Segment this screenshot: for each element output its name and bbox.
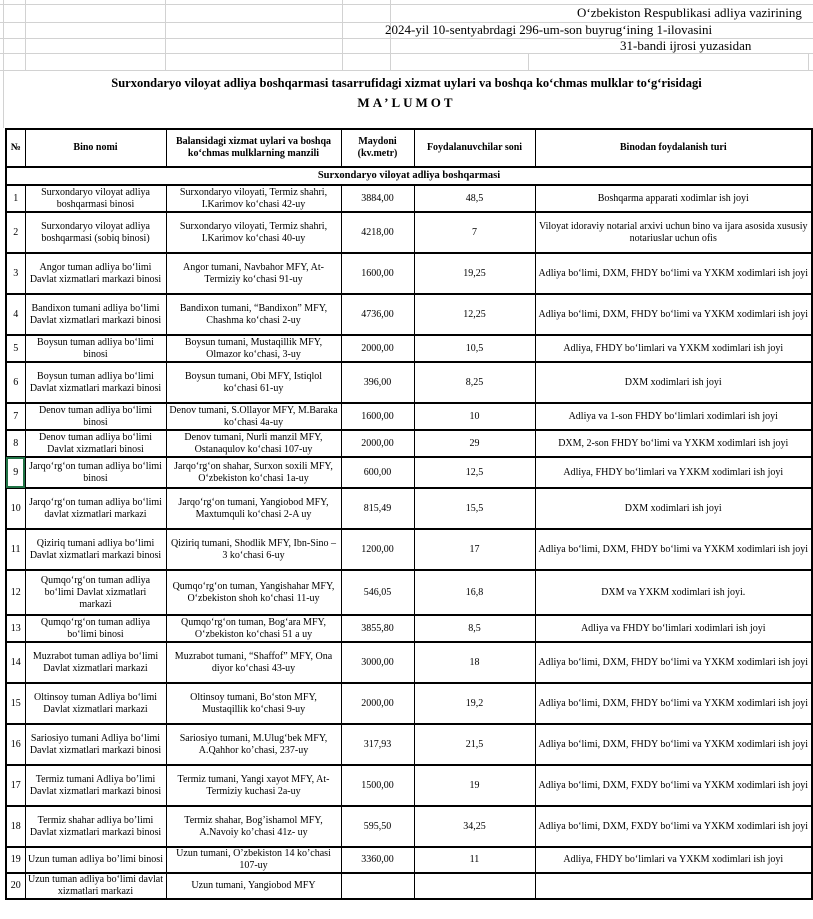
address-cell[interactable]: Surxondaryo viloyati, Termiz shahri, I.Karimov ko‘chasi 40-uy	[166, 212, 341, 253]
building-name-cell[interactable]: Muzrabot tuman adliya bo‘limi Davlat xizmatlari markazi	[25, 642, 166, 683]
table-row	[6, 847, 812, 873]
address-cell[interactable]: Angor tumani, Navbahor MFY, At-Termiziy ko‘chasi 91-uy	[166, 253, 341, 294]
section-title[interactable]: Surxondaryo viloyat adliya boshqarmasi	[6, 167, 812, 185]
row-number-cell[interactable]: 18	[6, 806, 25, 847]
usage-type-cell[interactable]: Adliya bo‘limi, DXM, FHDY bo‘limi va YXKM xodimlari ish joyi	[535, 724, 812, 765]
users-count-cell[interactable]: 19,25	[414, 253, 535, 294]
users-count-cell[interactable]: 19,2	[414, 683, 535, 724]
usage-type-cell[interactable]: Adliya va FHDY bo‘limlari xodimlari ish joyi	[535, 615, 812, 642]
area-cell[interactable]: 3884,00	[341, 185, 414, 212]
users-count-cell[interactable]: 10	[414, 403, 535, 430]
users-count-cell[interactable]: 15,5	[414, 488, 535, 529]
area-cell[interactable]: 815,49	[341, 488, 414, 529]
row-number-cell[interactable]: 13	[6, 615, 25, 642]
building-name-cell[interactable]: Surxondaryo viloyat adliya boshqarmasi binosi	[25, 185, 166, 212]
gridline	[0, 70, 813, 71]
row-number-cell[interactable]: 4	[6, 294, 25, 335]
row-number-cell[interactable]: 7	[6, 403, 25, 430]
users-count-cell[interactable]: 34,25	[414, 806, 535, 847]
users-count-cell[interactable]	[414, 873, 535, 899]
address-cell[interactable]: Oltinsoy tumani, Bo‘ston MFY, Mustaqillik ko‘chasi 9-uy	[166, 683, 341, 724]
table-row	[6, 873, 812, 899]
row-number-cell[interactable]: 6	[6, 362, 25, 403]
row-number-cell[interactable]: 20	[6, 873, 25, 899]
row-number-cell[interactable]: 5	[6, 335, 25, 362]
address-cell[interactable]: Qumqo‘rg‘on tuman, Yangishahar MFY, O‘zbekiston shoh ko‘chasi 11-uy	[166, 570, 341, 615]
users-count-cell[interactable]: 29	[414, 430, 535, 457]
row-number-cell[interactable]: 17	[6, 765, 25, 806]
area-cell[interactable]: 3360,00	[341, 847, 414, 873]
address-cell[interactable]: Uzun tumani, Yangiobod MFY	[166, 873, 341, 899]
row-number-cell[interactable]: 15	[6, 683, 25, 724]
area-cell[interactable]: 2000,00	[341, 335, 414, 362]
usage-type-cell[interactable]	[535, 873, 812, 899]
table-body	[6, 185, 812, 899]
address-cell[interactable]: Uzun tumani, O’zbekiston 14 ko’chasi 107-uy	[166, 847, 341, 873]
row-number-cell[interactable]: 8	[6, 430, 25, 457]
usage-type-cell[interactable]: Adliya bo‘limi, DXM, FHDY bo‘limi va YXKM xodimlari ish joyi	[535, 642, 812, 683]
usage-type-cell[interactable]: Adliya bo‘limi, DXM, FHDY bo‘limi va YXKM xodimlari ish joyi	[535, 683, 812, 724]
usage-type-cell[interactable]: Adliya va 1-son FHDY bo‘limlari xodimlari ish joyi	[535, 403, 812, 430]
usage-type-cell[interactable]: Adliya, FHDY bo‘limlari va YXKM xodimlari ish joyi	[535, 457, 812, 488]
address-cell[interactable]: Surxondaryo viloyati, Termiz shahri, I.Karimov ko‘chasi 42-uy	[166, 185, 341, 212]
building-name-cell[interactable]: Termiz tumani Adliya bo’limi Davlat xizmatlari markazi binosi	[25, 765, 166, 806]
row-number-cell[interactable]: 19	[6, 847, 25, 873]
table-row	[6, 253, 812, 294]
users-count-cell[interactable]: 18	[414, 642, 535, 683]
usage-type-cell[interactable]: DXM va YXKM xodimlari ish joyi.	[535, 570, 812, 615]
column-header-area[interactable]: Maydoni (kv.metr)	[341, 129, 414, 167]
building-name-cell[interactable]: Angor tuman adliya bo‘limi Davlat xizmatlari markazi binosi	[25, 253, 166, 294]
usage-type-cell[interactable]: Adliya bo‘limi, DXM, FHDY bo‘limi va YXKM xodimlari ish joyi	[535, 294, 812, 335]
users-count-cell[interactable]: 19	[414, 765, 535, 806]
table-row	[6, 724, 812, 765]
address-cell[interactable]: Termiz shahar, Bog’ishamol MFY, A.Navoiy ko’chasi 41z- uy	[166, 806, 341, 847]
column-header-number[interactable]: №	[6, 129, 25, 167]
area-cell[interactable]: 2000,00	[341, 683, 414, 724]
table-row	[6, 615, 812, 642]
area-cell[interactable]	[341, 873, 414, 899]
column-header-usage[interactable]: Binodan foydalanish turi	[535, 129, 812, 167]
row-number-cell[interactable]: 10	[6, 488, 25, 529]
row-number-cell[interactable]: 1	[6, 185, 25, 212]
address-cell[interactable]: Denov tumani, S.Ollayor MFY, M.Baraka ko‘chasi 4a-uy	[166, 403, 341, 430]
main-table	[5, 128, 813, 900]
address-cell[interactable]: Muzrabot tumani, “Shaffof” MFY, Ona diyor ko‘chasi 43-uy	[166, 642, 341, 683]
area-cell[interactable]: 3855,80	[341, 615, 414, 642]
building-name-cell[interactable]: Jarqo‘rg‘on tuman adliya bo‘limi davlat xizmatlari markazi	[25, 488, 166, 529]
table-row	[6, 185, 812, 212]
area-cell[interactable]: 317,93	[341, 724, 414, 765]
users-count-cell[interactable]: 10,5	[414, 335, 535, 362]
page-title: Surxondaryo viloyat adliya boshqarmasi tasarrufidagi xizmat uylari va boshqa ko‘chmas mulklar to‘g‘risidagi	[111, 76, 702, 90]
gridline	[0, 53, 813, 54]
usage-type-cell[interactable]: Adliya bo‘limi, DXM, FXDY bo‘limi va YXKM xodimlari ish joyi	[535, 806, 812, 847]
area-cell[interactable]: 2000,00	[341, 430, 414, 457]
doc-ref-line-2: 2024-yil 10-sentyabrdagi 296-um-son buyrug‘ining 1-ilovasini	[385, 22, 713, 37]
gridline	[342, 0, 343, 70]
doc-ref-line-1: O‘zbekiston Respublikasi adliya vazirining	[577, 5, 802, 20]
row-number-cell[interactable]: 12	[6, 570, 25, 615]
building-name-cell[interactable]: Sariosiyo tumani Adliya bo‘limi Davlat xizmatlari markazi binosi	[25, 724, 166, 765]
usage-type-cell[interactable]: DXM xodimlari ish joyi	[535, 362, 812, 403]
table-row	[6, 335, 812, 362]
building-name-cell[interactable]: Uzun tuman adliya bo‘limi davlat xizmatlari markazi	[25, 873, 166, 899]
table-header-row	[6, 129, 812, 167]
gridline	[808, 53, 809, 70]
area-cell[interactable]: 600,00	[341, 457, 414, 488]
area-cell[interactable]: 396,00	[341, 362, 414, 403]
table-row	[6, 457, 812, 488]
table-row	[6, 570, 812, 615]
building-name-cell[interactable]: Jarqo‘rg‘on tuman adliya bo‘limi binosi	[25, 457, 166, 488]
column-header-address[interactable]: Balansidagi xizmat uylari va boshqa ko‘chmas mulklarning manzili	[166, 129, 341, 167]
users-count-cell[interactable]: 7	[414, 212, 535, 253]
building-name-cell[interactable]: Qumqo‘rg‘on tuman adliya bo‘limi binosi	[25, 615, 166, 642]
area-cell[interactable]: 1500,00	[341, 765, 414, 806]
building-name-cell[interactable]: Qiziriq tumani adliya bo‘limi Davlat xizmatlari markazi binosi	[25, 529, 166, 570]
table-row	[6, 529, 812, 570]
area-cell[interactable]: 4736,00	[341, 294, 414, 335]
area-cell[interactable]: 1600,00	[341, 253, 414, 294]
address-cell[interactable]: Jarqo‘rg‘on shahar, Surxon soxili MFY, O‘zbekiston ko‘chasi 1a-uy	[166, 457, 341, 488]
usage-type-cell[interactable]: DXM, 2-son FHDY bo‘limi va YXKM xodimlari ish joyi	[535, 430, 812, 457]
building-name-cell[interactable]: Qumqo‘rg‘on tuman adliya bo‘limi Davlat xizmatlari markazi	[25, 570, 166, 615]
usage-type-cell[interactable]: Viloyat idoraviy notarial arxivi uchun bino va ijara asosida xususiy notariuslar uchun ofis	[535, 212, 812, 253]
address-cell[interactable]: Jarqo‘rg‘on tumani, Yangiobod MFY, Maxtumquli ko‘chasi 2-A uy	[166, 488, 341, 529]
users-count-cell[interactable]: 12,25	[414, 294, 535, 335]
table-row	[6, 430, 812, 457]
table-row	[6, 362, 812, 403]
users-count-cell[interactable]: 21,5	[414, 724, 535, 765]
row-number-cell[interactable]: 2	[6, 212, 25, 253]
address-cell[interactable]: Bandixon tumani, “Bandixon” MFY, Chashma ko‘chasi 2-uy	[166, 294, 341, 335]
area-cell[interactable]: 3000,00	[341, 642, 414, 683]
area-cell[interactable]: 595,50	[341, 806, 414, 847]
table-row	[6, 403, 812, 430]
usage-type-cell[interactable]: DXM xodimlari ish joyi	[535, 488, 812, 529]
building-name-cell[interactable]: Uzun tuman adliya bo’limi binosi	[25, 847, 166, 873]
area-cell[interactable]: 1600,00	[341, 403, 414, 430]
table-row	[6, 683, 812, 724]
gridline	[25, 0, 26, 70]
building-name-cell[interactable]: Denov tuman adliya bo‘limi binosi	[25, 403, 166, 430]
users-count-cell[interactable]: 12,5	[414, 457, 535, 488]
address-cell[interactable]: Qumqo‘rg‘on tuman, Bog‘ara MFY, O‘zbekiston ko‘chasi 51 a uy	[166, 615, 341, 642]
building-name-cell[interactable]: Boysun tuman adliya bo‘limi binosi	[25, 335, 166, 362]
gridline	[165, 0, 166, 70]
users-count-cell[interactable]: 8,25	[414, 362, 535, 403]
table-row	[6, 488, 812, 529]
usage-type-cell[interactable]: Adliya, FHDY bo‘limlari va YXKM xodimlari ish joyi	[535, 335, 812, 362]
section-header-row	[6, 167, 812, 185]
building-name-cell[interactable]: Bandixon tumani adliya bo‘limi Davlat xizmatlari markazi binosi	[25, 294, 166, 335]
row-number-cell[interactable]: 11	[6, 529, 25, 570]
building-name-cell[interactable]: Termiz shahar adliya bo’limi Davlat xizmatlari markazi binosi	[25, 806, 166, 847]
selected-cell[interactable]: 9	[6, 457, 25, 488]
address-cell[interactable]: Sariosiyo tumani, M.Ulug‘bek MFY, A.Qahhor ko’chasi, 237-uy	[166, 724, 341, 765]
area-cell[interactable]: 4218,00	[341, 212, 414, 253]
doc-ref-line-3: 31-bandi ijrosi yuzasidan	[620, 38, 752, 53]
address-cell[interactable]: Boysun tumani, Mustaqillik MFY, Olmazor ko‘chasi, 3-uy	[166, 335, 341, 362]
table-row	[6, 806, 812, 847]
building-name-cell[interactable]: Boysun tuman adliya bo‘limi Davlat xizmatlari markazi binosi	[25, 362, 166, 403]
users-count-cell[interactable]: 8,5	[414, 615, 535, 642]
page-subtitle: MA’LUMOT	[357, 95, 456, 110]
table-row	[6, 294, 812, 335]
users-count-cell[interactable]: 48,5	[414, 185, 535, 212]
usage-type-cell[interactable]: Adliya bo‘limi, DXM, FHDY bo‘limi va YXKM xodimlari ish joyi	[535, 253, 812, 294]
column-header-name[interactable]: Bino nomi	[25, 129, 166, 167]
table-row	[6, 765, 812, 806]
area-cell[interactable]: 1200,00	[341, 529, 414, 570]
usage-type-cell[interactable]: Adliya bo‘limi, DXM, FXDY bo‘limi va YXKM xodimlari ish joyi	[535, 765, 812, 806]
usage-type-cell[interactable]: Adliya bo‘limi, DXM, FHDY bo‘limi va YXKM xodimlari ish joyi	[535, 529, 812, 570]
address-cell[interactable]: Qiziriq tumani, Shodlik MFY, Ibn-Sino – 3 ko‘chasi 6-uy	[166, 529, 341, 570]
table-row	[6, 212, 812, 253]
building-name-cell[interactable]: Surxondaryo viloyat adliya boshqarmasi (sobiq binosi)	[25, 212, 166, 253]
table-row	[6, 642, 812, 683]
address-cell[interactable]: Boysun tumani, Obi MFY, Istiqlol ko‘chasi 61-uy	[166, 362, 341, 403]
building-name-cell[interactable]: Oltinsoy tuman Adliya bo‘limi Davlat xizmatlari markazi	[25, 683, 166, 724]
address-cell[interactable]: Denov tumani, Nurli manzil MFY, Ostanaqulov ko‘chasi 107-uy	[166, 430, 341, 457]
row-number-cell[interactable]: 3	[6, 253, 25, 294]
row-number-cell[interactable]: 16	[6, 724, 25, 765]
usage-type-cell[interactable]: Boshqarma apparati xodimlar ish joyi	[535, 185, 812, 212]
usage-type-cell[interactable]: Adliya, FHDY bo‘limlari va YXKM xodimlari ish joyi	[535, 847, 812, 873]
address-cell[interactable]: Termiz tumani, Yangi xayot MFY, At-Termiziy kuchasi 2a-uy	[166, 765, 341, 806]
users-count-cell[interactable]: 16,8	[414, 570, 535, 615]
gridline	[528, 53, 529, 70]
area-cell[interactable]: 546,05	[341, 570, 414, 615]
column-header-users[interactable]: Foydalanuvchilar soni	[414, 129, 535, 167]
users-count-cell[interactable]: 17	[414, 529, 535, 570]
users-count-cell[interactable]: 11	[414, 847, 535, 873]
building-name-cell[interactable]: Denov tuman adliya bo‘limi Davlat xizmatlari binosi	[25, 430, 166, 457]
row-number-cell[interactable]: 14	[6, 642, 25, 683]
